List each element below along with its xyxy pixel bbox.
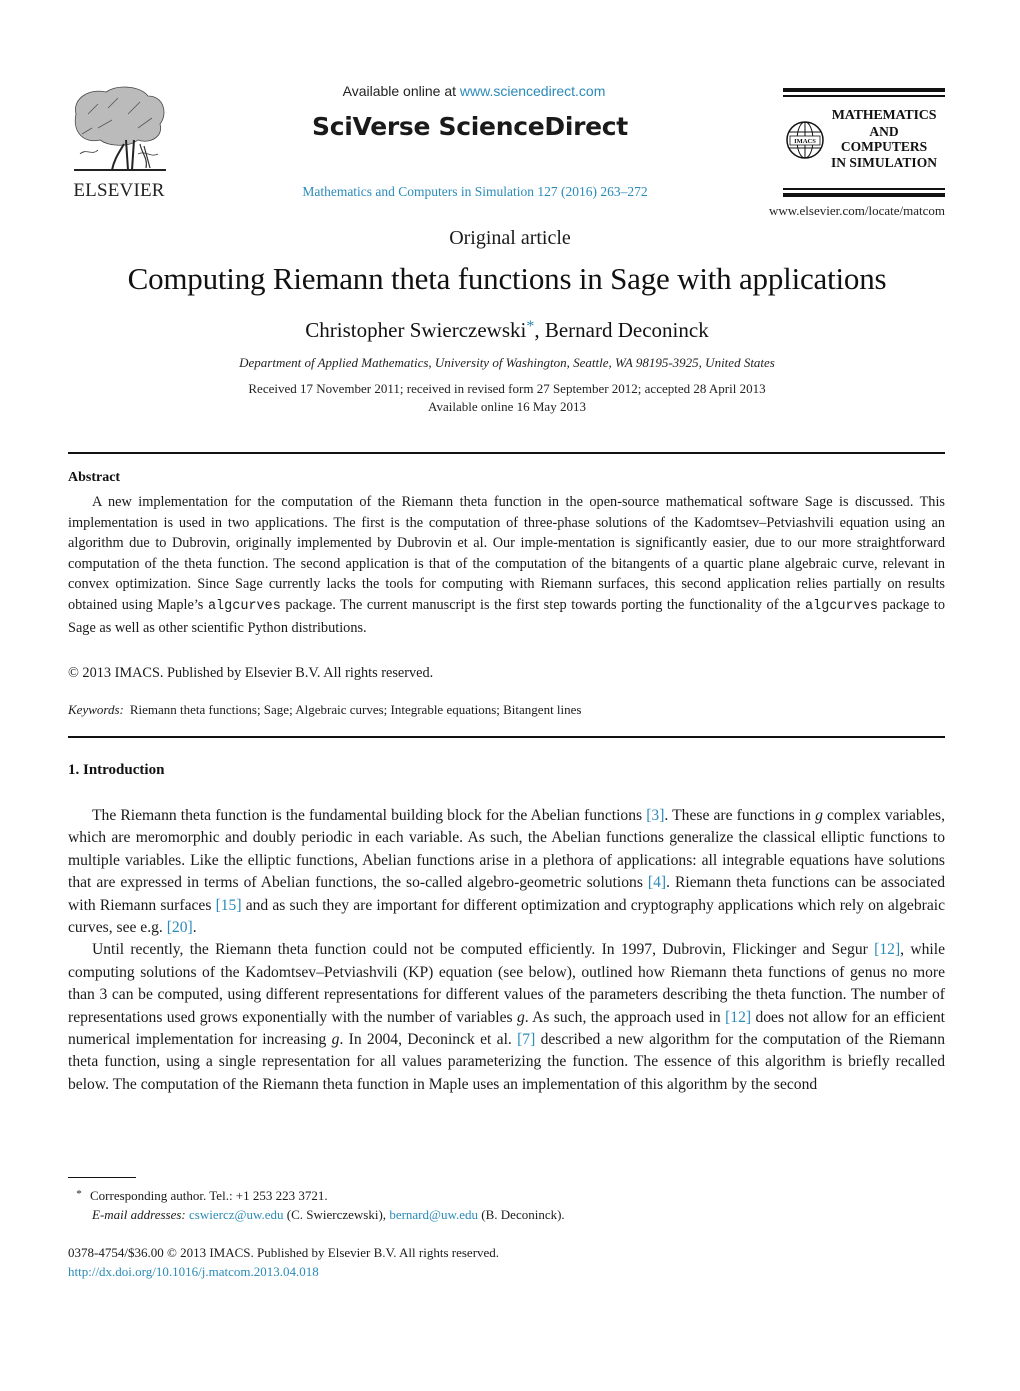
abstract-heading: Abstract	[68, 470, 121, 485]
keywords	[68, 702, 581, 718]
journal-logo-text	[823, 108, 945, 170]
abstract-text: A new implementation for the computation of the Riemann theta function in the open-source mathematical software Sage is discussed. This implementation is used in two applications. The first is the computation of three-phase solutions of the Kadomtsev–Petviashvili equation using an algorithm due to Dubrovin, originally implemented by Dubrovin et al. Our imple-mentation is significantly easier, due to our more straightforward computation of the theta function. The second application is that of the computation of the bitangents of a quartic plane algebraic curve, relevant in convex optimization. Since Sage currently lacks the tools for computing with Riemann surfaces, this second application relies partially on results obtained using Maple’s	[68, 494, 945, 613]
svg-text:IMACS: IMACS	[794, 138, 816, 145]
imprint	[68, 1243, 499, 1281]
logo-rule-bottom-thin	[783, 188, 945, 190]
article-title: Computing Riemann theta functions in Sage with applications	[127, 261, 887, 296]
email-link-2[interactable]: bernard@uw.edu	[389, 1207, 479, 1222]
math-variable: g	[516, 1008, 525, 1026]
email-owner-2: (B. Deconinck).	[478, 1207, 565, 1222]
corresponding-author-text: Corresponding author. Tel.: +1 253 223 3721.	[90, 1188, 328, 1203]
doi-link[interactable]: http://dx.doi.org/10.1016/j.matcom.2013.04.018	[68, 1264, 319, 1279]
logo-rule-top-thin	[783, 95, 945, 97]
footnote-mark: *	[76, 1188, 82, 1200]
issn-line: 0378-4754/$36.00 © 2013 IMACS. Published by Elsevier B.V. All rights reserved.	[68, 1245, 500, 1260]
code-algcurves: algcurves	[207, 598, 281, 614]
email-link-1[interactable]: cswiercz@uw.edu	[189, 1207, 284, 1222]
elsevier-wordmark: ELSEVIER	[73, 180, 165, 201]
citation-link[interactable]: [15]	[215, 896, 242, 914]
received-dates: Received 17 November 2011; received in revised form 27 September 2012; accepted 28 April 2013	[248, 381, 766, 396]
citation-link[interactable]: [7]	[517, 1031, 536, 1049]
introduction-body	[68, 805, 945, 1096]
email-addresses	[68, 1205, 565, 1224]
email-owner-1: (C. Swierczewski),	[283, 1207, 390, 1222]
section-heading-introduction: 1. Introduction	[68, 762, 165, 778]
logo-rule-top	[783, 88, 945, 92]
available-online-prefix: Available online at	[342, 83, 456, 99]
logo-rule-bottom	[783, 193, 945, 197]
elsevier-logo	[68, 84, 170, 200]
abstract-text: package to Sage as well as other scientific Python distributions.	[68, 596, 946, 636]
article-type: Original article	[449, 227, 571, 249]
imacs-globe-icon	[785, 120, 825, 160]
journal-reference-link[interactable]: Mathematics and Computers in Simulation 127 (2016) 263–272	[302, 184, 648, 199]
available-online-date: Available online 16 May 2013	[428, 399, 586, 414]
citation-link[interactable]: [12]	[725, 1008, 752, 1026]
journal-logo-line1: MATHEMATICS	[831, 108, 937, 123]
citation-link[interactable]: [4]	[647, 874, 667, 892]
corresponding-author-note	[68, 1185, 565, 1205]
author-separator: ,	[534, 318, 545, 342]
abstract-paragraph	[68, 492, 945, 638]
abstract-bottom-rule	[68, 736, 945, 738]
author-1: Christopher Swierczewski	[305, 318, 527, 342]
abstract-top-rule	[68, 452, 945, 454]
article-dates	[0, 380, 1014, 416]
math-variable: g	[815, 807, 823, 824]
affiliation: Department of Applied Mathematics, University of Washington, Seattle, WA 98195-3925, United States	[239, 355, 775, 370]
code-algcurves: algcurves	[805, 598, 878, 614]
author-list	[0, 318, 1014, 343]
journal-logo-line4: IN SIMULATION	[831, 154, 937, 170]
intro-paragraph-2: Until recently, the Riemann theta function could not be computed efficiently. In 1997, Dubrovin, Flickinger and Segur [12], while computing solutions of the Kadomtsev–Petviashvili (KP) equation (see below), outlined how Riemann theta functions of genus no more than 3 can be computed, using different representations for different values of the parameters describing the theta function. The number of representations used grows exponentially with the number of variables g. As such, the approach used in [12] does not allow for an efficient numerical implementation for increasing g. In 2004, Deconinck et al. [7] described a new algorithm for the computation of the Riemann theta function, using a single representation for all values parameterizing the function. The essence of this algorithm is briefly recalled below. The computation of the Riemann theta function in Maple uses an implementation of this algorithm by the second	[68, 941, 946, 1093]
journal-logo-line3: COMPUTERS	[840, 139, 928, 154]
footnote-rule	[68, 1177, 136, 1178]
journal-logo	[783, 84, 945, 204]
email-label: E-mail addresses:	[92, 1207, 186, 1222]
citation-link[interactable]: [20]	[166, 919, 193, 937]
footnotes	[68, 1185, 565, 1224]
journal-url: www.elsevier.com/locate/matcom	[768, 203, 945, 218]
abstract-text: package. The current manuscript is the first step towards porting the functionality of the	[280, 596, 806, 613]
abstract-copyright: © 2013 IMACS. Published by Elsevier B.V. All rights reserved.	[68, 665, 434, 681]
corresponding-author-mark[interactable]: *	[526, 318, 535, 335]
citation-link[interactable]: [12]	[874, 941, 901, 959]
platform-logo: SciVerse ScienceDirect	[312, 112, 628, 141]
citation-link[interactable]: [3]	[646, 807, 665, 824]
intro-paragraph-1: The Riemann theta function is the fundamental building block for the Abelian functions [3]. These are functions in g complex variables, which are meromorphic and doubly periodic in each variable. As such, the Abelian functions generalize the classical elliptic functions to multiple variables. Like the elliptic functions, Abelian functions arise in a plethora of applications: all integrable equations have solutions that are expressed in terms of Abelian functions, the so-called algebro-geometric solutions [4]. Riemann theta functions can be associated with Riemann surfaces [15] and as such they are important for different optimization and cryptography applications which rely on algebraic curves, see e.g. [20].	[68, 807, 945, 937]
keywords-label: Keywords:	[68, 702, 124, 717]
journal-logo-line2: AND	[869, 123, 899, 139]
keywords-list: Riemann theta functions; Sage; Algebraic curves; Integrable equations; Bitangent lines	[129, 702, 582, 717]
math-variable: g	[331, 1031, 340, 1049]
author-2: Bernard Deconinck	[544, 318, 709, 342]
abstract-body	[68, 492, 945, 638]
sciencedirect-link[interactable]: www.sciencedirect.com	[459, 83, 606, 99]
